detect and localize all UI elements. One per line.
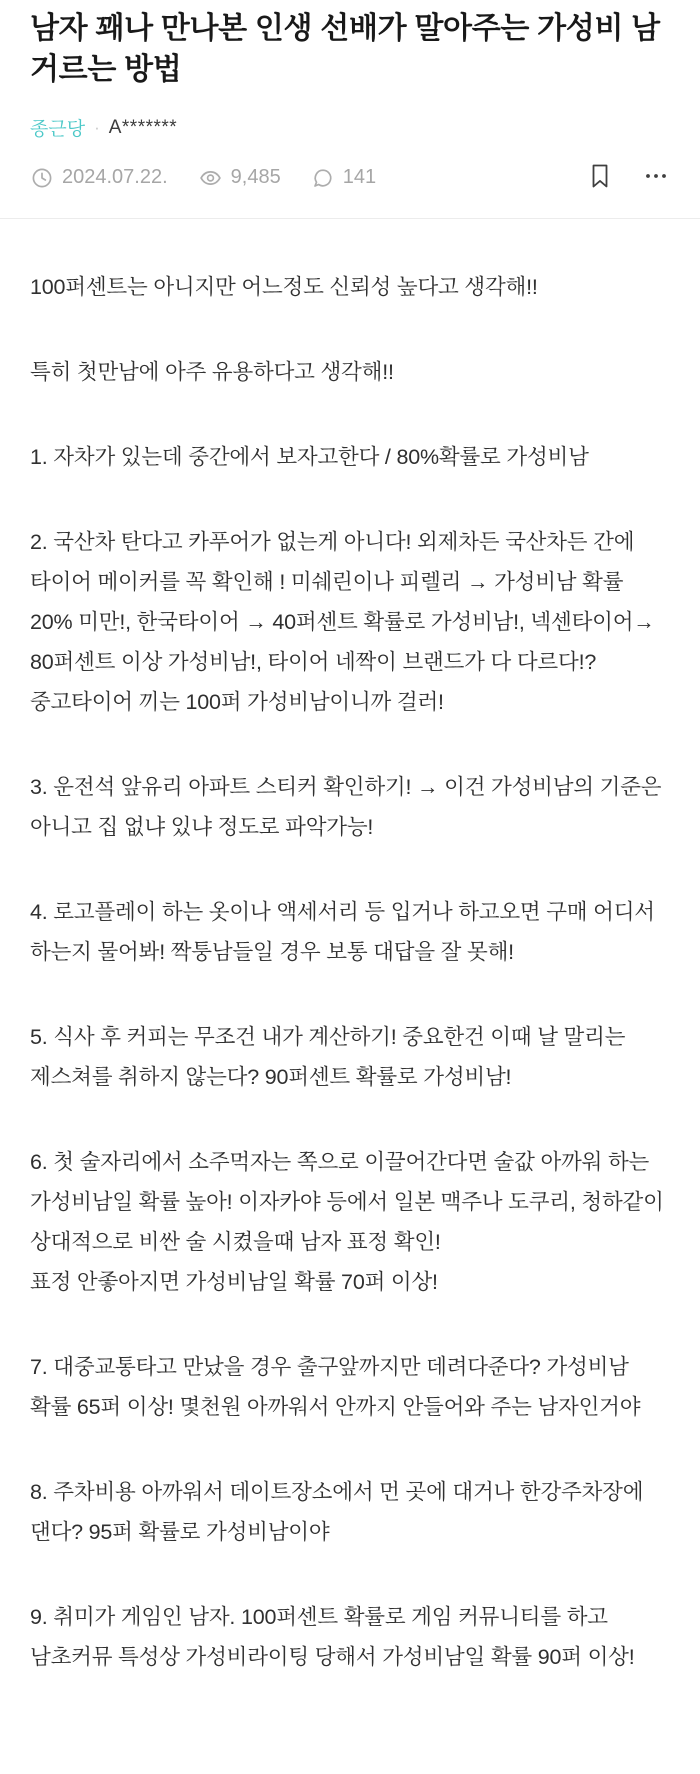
body-paragraph: 5. 식사 후 커피는 무조건 내가 계산하기! 중요한건 이때 날 말리는 제스쳐를 취하지 않는다? 90퍼센트 확률로 가성비남! — [30, 1025, 626, 1089]
body-paragraph: 100퍼센트는 아니지만 어느정도 신뢰성 높다고 생각해!! — [30, 275, 538, 299]
comments-count: 141 — [342, 166, 377, 188]
bookmark-icon — [588, 163, 612, 192]
date-text: 2024.07.22. — [62, 166, 168, 188]
body-paragraph: 2. 국산차 탄다고 카푸어가 없는게 아니다! 외제차든 국산차든 간에 타이어 메이커를 꼭 확인해 ! 미쉐린이나 피렐리 → 가성비남 확률 20% 미만!, 한국타이어 → 40퍼센트 확률로 가성비남!, 넥센타이어→ 80퍼센트 이상 가성비남!, 타이어 네짝이 브랜드가 다 다르다!? 중고타이어 끼는 100퍼 가성비남이니까 걸러! — [30, 530, 655, 714]
meta-views — [198, 166, 281, 190]
author-nickname[interactable]: 종근당 — [30, 119, 86, 140]
post-body — [0, 219, 700, 1697]
bookmark-button[interactable] — [588, 163, 612, 192]
more-button[interactable] — [642, 164, 670, 191]
body-paragraph: 8. 주차비용 아까워서 데이트장소에서 먼 곳에 대거나 한강주차장에 댄다? 95퍼 확률로 가성비남이야 — [30, 1480, 644, 1544]
views-count: 9,485 — [230, 166, 281, 188]
meta-row — [30, 163, 670, 192]
post-header — [0, 0, 700, 192]
eye-icon — [198, 166, 231, 190]
ellipsis-icon — [642, 164, 670, 191]
body-paragraph: 특히 첫만남에 아주 유용하다고 생각해!! — [30, 360, 394, 384]
meta-date — [30, 166, 168, 190]
body-paragraph: 9. 취미가 게임인 남자. 100퍼센트 확률로 게임 커뮤니티를 하고 남초커뮤 특성상 가성비라이팅 당해서 가성비남일 확률 90퍼 이상! — [30, 1605, 635, 1669]
body-paragraph: 4. 로고플레이 하는 옷이나 액세서리 등 입거나 하고오면 구매 어디서 하는지 물어봐! 짝퉁남들일 경우 보통 대답을 잘 못해! — [30, 900, 655, 964]
meta-comments — [311, 166, 376, 190]
author-separator: · — [94, 117, 100, 137]
comment-bubble-icon — [311, 166, 343, 190]
body-paragraph: 6. 첫 술자리에서 소주먹자는 쪽으로 이끌어간다면 술값 아까워 하는 가성비남일 확률 높아! 이자카야 등에서 일본 맥주나 도쿠리, 청하같이 상대적으로 비싼 술 시켰을때 남자 표정 확인! 표정 안좋아지면 가성비남일 확률 70퍼 이상! — [30, 1150, 664, 1294]
body-paragraph: 1. 자차가 있는데 중간에서 보자고한다 / 80%확률로 가성비남 — [30, 445, 589, 469]
body-paragraph: 7. 대중교통타고 만났을 경우 출구앞까지만 데려다준다? 가성비남 확률 65퍼 이상! 몇천원 아까워서 안까지 안들어와 주는 남자인거야 — [30, 1355, 641, 1419]
post-title: 남자 꽤나 만나본 인생 선배가 말아주는 가성비 남 거르는 방법 — [30, 12, 660, 86]
author-masked-id: A******* — [108, 116, 178, 138]
clock-icon — [30, 166, 62, 190]
author-row — [30, 114, 670, 141]
body-paragraph: 3. 운전석 앞유리 아파트 스티커 확인하기! → 이건 가성비남의 기준은 아니고 집 없냐 있냐 정도로 파악가능! — [30, 775, 662, 839]
